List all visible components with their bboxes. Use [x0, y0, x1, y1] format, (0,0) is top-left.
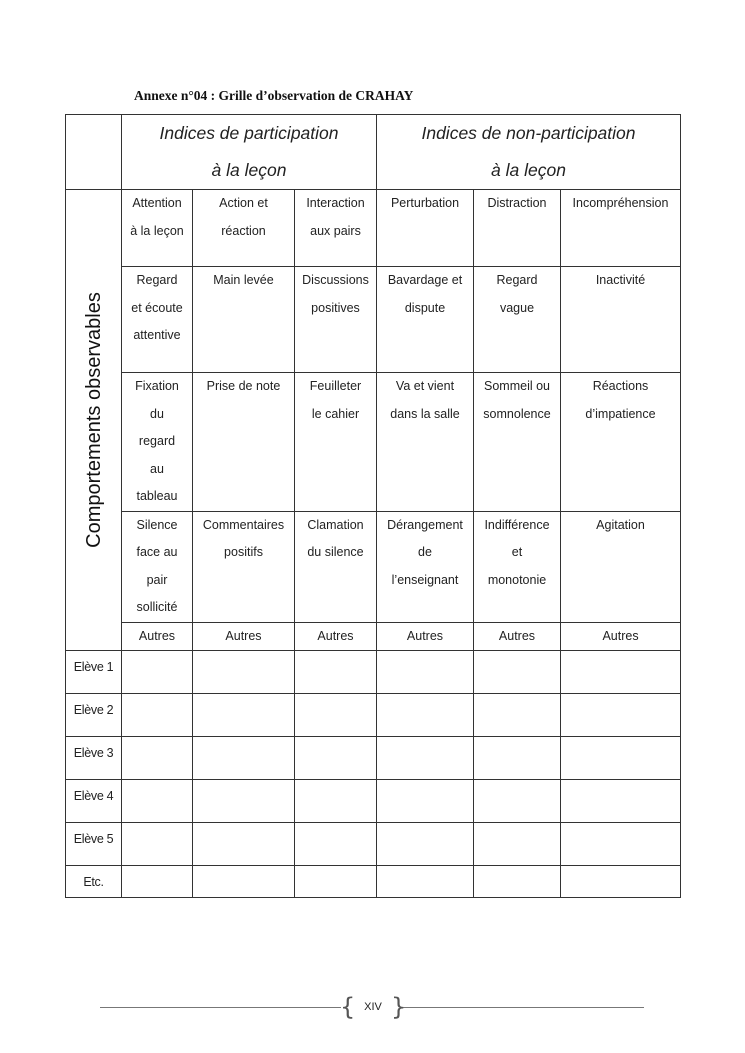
observation-cell[interactable]	[377, 823, 474, 866]
behavior-text: Attention	[132, 196, 182, 210]
observation-cell[interactable]	[122, 780, 193, 823]
observation-cell[interactable]	[561, 694, 681, 737]
observation-grid	[65, 114, 681, 898]
observation-cell[interactable]	[193, 694, 295, 737]
behavior-text: Interaction	[306, 196, 365, 210]
behavior-text: tableau	[136, 489, 178, 503]
behavior-text: Fixation	[135, 379, 179, 393]
observation-cell[interactable]	[295, 694, 377, 737]
non-participation-header-line1: Indices de non-participation	[421, 123, 636, 143]
behavior-text: l’enseignant	[391, 572, 459, 587]
observation-cell[interactable]	[561, 651, 681, 694]
observation-cell[interactable]	[193, 737, 295, 780]
behavior-cell	[474, 267, 561, 373]
observation-cell[interactable]	[122, 651, 193, 694]
behavior-text: dispute	[404, 300, 446, 315]
behavior-text: le cahier	[311, 406, 360, 421]
behavior-text: Autres	[498, 628, 536, 643]
observation-cell[interactable]	[193, 866, 295, 898]
behavior-text: à la leçon	[130, 223, 184, 238]
behavior-text: Silence	[136, 517, 178, 532]
behavior-cell	[561, 511, 681, 622]
observation-cell[interactable]	[295, 823, 377, 866]
behavior-row	[66, 622, 681, 651]
observation-cell[interactable]	[295, 780, 377, 823]
behavior-text: Va et vient	[395, 379, 455, 393]
behavior-text: Agitation	[596, 517, 645, 532]
student-label: Etc.	[66, 866, 122, 898]
behavior-text: Indifférence	[484, 517, 550, 532]
observation-cell[interactable]	[561, 823, 681, 866]
participation-header	[122, 115, 377, 190]
behavior-cell	[122, 622, 193, 651]
behavior-text: Bavardage et	[387, 273, 463, 287]
footer-bracket-right: }	[391, 993, 407, 1021]
page-number: XIV	[364, 1001, 382, 1013]
observation-cell[interactable]	[377, 694, 474, 737]
behavior-cell	[193, 267, 295, 373]
observation-cell[interactable]	[377, 866, 474, 898]
behavior-text: Main levée	[213, 273, 274, 287]
document-title: Annexe n°04 : Grille d’observation de CRAHAY	[134, 88, 414, 103]
behavior-cell	[561, 190, 681, 267]
student-row	[66, 694, 681, 737]
behavior-text: et écoute	[131, 300, 183, 315]
behavior-cell	[561, 622, 681, 651]
observation-cell[interactable]	[377, 780, 474, 823]
behavior-text: d’impatience	[585, 406, 656, 421]
observation-cell[interactable]	[474, 651, 561, 694]
behavior-text: Distraction	[487, 196, 547, 210]
behavior-text: Perturbation	[390, 196, 460, 210]
behavior-cell	[377, 511, 474, 622]
behavior-cell	[561, 373, 681, 512]
behavior-text: positives	[311, 300, 360, 315]
behavior-text: Prise de note	[206, 379, 281, 393]
behavior-text: du silence	[307, 545, 364, 559]
student-row	[66, 866, 681, 898]
observation-cell[interactable]	[474, 737, 561, 780]
behavior-row	[66, 190, 681, 267]
behavior-text: face au	[136, 545, 178, 559]
behavior-text: Autres	[602, 628, 639, 643]
behavior-text: Action et	[219, 196, 268, 210]
observation-cell[interactable]	[295, 866, 377, 898]
student-label: Elève 2	[66, 694, 122, 737]
behavior-text: au	[150, 461, 164, 476]
observation-cell[interactable]	[561, 737, 681, 780]
behavior-cell	[193, 373, 295, 512]
observation-cell[interactable]	[474, 694, 561, 737]
behavior-text: Inactivité	[595, 273, 646, 287]
behavior-text: réaction	[221, 223, 266, 238]
behavior-row	[66, 511, 681, 622]
behavior-cell	[295, 511, 377, 622]
observation-cell[interactable]	[193, 780, 295, 823]
observation-cell[interactable]	[474, 780, 561, 823]
observation-cell[interactable]	[474, 866, 561, 898]
behavior-text: pair	[146, 572, 168, 587]
footer-rule-right	[402, 1007, 644, 1008]
student-label: Elève 4	[66, 780, 122, 823]
behavior-text: Regard	[496, 273, 538, 287]
student-row	[66, 780, 681, 823]
observation-cell[interactable]	[561, 866, 681, 898]
observation-cell[interactable]	[122, 737, 193, 780]
observation-cell[interactable]	[122, 866, 193, 898]
behavior-cell	[295, 267, 377, 373]
behavior-cell	[377, 190, 474, 267]
behavior-text: Sommeil ou	[484, 379, 550, 393]
behavior-cell	[377, 267, 474, 373]
behavior-text: regard	[138, 434, 176, 448]
behavior-text: Réactions	[592, 379, 649, 393]
student-row	[66, 823, 681, 866]
observation-cell[interactable]	[377, 737, 474, 780]
behavior-cell	[122, 267, 193, 373]
behavior-text: monotonie	[487, 572, 547, 587]
non-participation-header	[377, 115, 681, 190]
behavior-text: du	[150, 406, 164, 421]
corner-cell	[66, 115, 122, 190]
behavior-text: de	[418, 545, 432, 559]
behavior-row	[66, 373, 681, 512]
behavior-cell	[474, 190, 561, 267]
student-label: Elève 3	[66, 737, 122, 780]
behavior-text: Feuilleter	[309, 379, 362, 393]
participation-header-line1: Indices de participation	[159, 123, 339, 143]
behavior-cell	[122, 373, 193, 512]
behavior-cell	[377, 373, 474, 512]
observation-cell[interactable]	[474, 823, 561, 866]
behavior-text: Autres	[138, 628, 176, 643]
behavior-text: Autres	[406, 628, 444, 643]
header-row	[66, 115, 681, 190]
student-label: Elève 5	[66, 823, 122, 866]
participation-header-line2: à la leçon	[211, 160, 287, 180]
row-label-cell	[66, 190, 122, 651]
behavior-text: Autres	[317, 628, 354, 643]
behavior-text: aux pairs	[310, 223, 361, 238]
observation-cell[interactable]	[295, 651, 377, 694]
behavior-cell	[377, 622, 474, 651]
behavior-cell	[122, 511, 193, 622]
behavior-text: Discussions	[302, 273, 369, 287]
behavior-cell	[474, 622, 561, 651]
behavior-cell	[193, 511, 295, 622]
behavior-cell	[474, 511, 561, 622]
behavior-text: Commentaires	[202, 517, 285, 532]
behavior-text: dans la salle	[390, 406, 460, 421]
behavior-cell	[295, 622, 377, 651]
behavior-text: Incompréhension	[572, 196, 669, 210]
behavior-cell	[474, 373, 561, 512]
observation-cell[interactable]	[295, 737, 377, 780]
observation-cell[interactable]	[122, 694, 193, 737]
behavior-cell	[295, 373, 377, 512]
behavior-cell	[193, 190, 295, 267]
observation-cell[interactable]	[561, 780, 681, 823]
non-participation-header-line2: à la leçon	[491, 160, 566, 180]
behavior-text: vague	[499, 300, 535, 315]
behavior-text: sollicité	[136, 600, 178, 614]
behavior-cell	[295, 190, 377, 267]
student-label: Elève 1	[66, 651, 122, 694]
behavior-text: Clamation	[307, 517, 364, 532]
observation-cell[interactable]	[193, 823, 295, 866]
row-label: Comportements observables	[82, 292, 105, 548]
observation-cell[interactable]	[377, 651, 474, 694]
student-row	[66, 737, 681, 780]
footer-rule-left	[100, 1007, 341, 1008]
behavior-text: Regard	[136, 273, 178, 287]
behavior-text: Autres	[225, 628, 262, 643]
behavior-cell	[122, 190, 193, 267]
behavior-row	[66, 267, 681, 373]
observation-cell[interactable]	[193, 651, 295, 694]
footer-bracket-left: {	[340, 993, 356, 1021]
behavior-text: positifs	[224, 545, 263, 559]
behavior-text: somnolence	[483, 406, 551, 421]
behavior-text: Dérangement	[387, 517, 463, 532]
behavior-cell	[561, 267, 681, 373]
student-row	[66, 651, 681, 694]
observation-cell[interactable]	[122, 823, 193, 866]
behavior-text: attentive	[133, 328, 181, 342]
behavior-cell	[193, 622, 295, 651]
behavior-text: et	[511, 545, 523, 559]
